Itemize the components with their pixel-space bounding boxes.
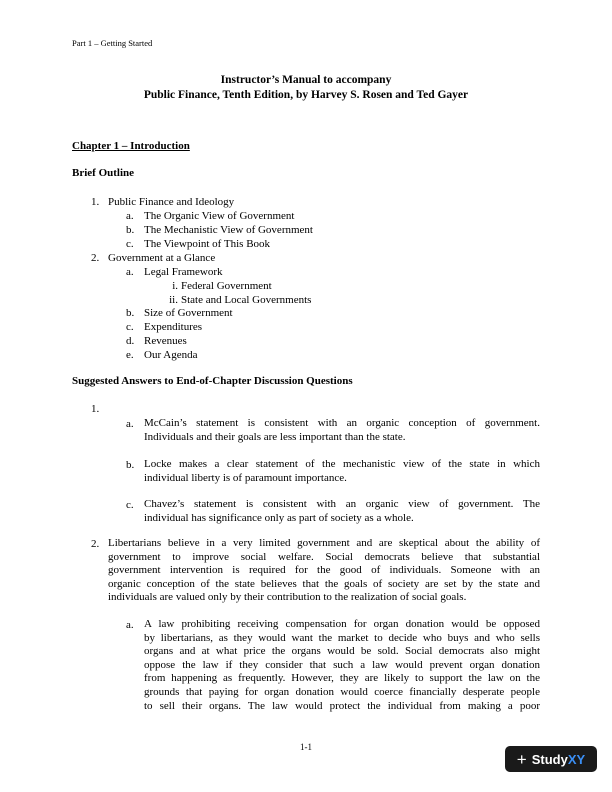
outline-marker: b. bbox=[126, 307, 135, 319]
document-title: Instructor’s Manual to accompany bbox=[220, 74, 392, 86]
answer-paragraph: Locke makes a clear statement of the mechanistic view of the state in which individual liberty is of paramount importance. bbox=[144, 458, 540, 484]
answers-heading: Suggested Answers to End-of-Chapter Discussion Questions bbox=[72, 375, 353, 387]
answer-marker: b. bbox=[126, 459, 135, 471]
outline-marker: c. bbox=[126, 238, 134, 250]
outline-marker: 2. bbox=[91, 252, 100, 264]
page-number: 1-1 bbox=[300, 742, 312, 752]
outline-subitem: Our Agenda bbox=[144, 349, 198, 361]
chapter-heading: Chapter 1 – Introduction bbox=[72, 140, 190, 152]
outline-marker: a. bbox=[126, 266, 134, 278]
answer-paragraph: A law prohibiting receiving compensation for organ donation would be opposed by libertarians, as they would want the market to decide who buys and who sells organs and at what price the organs would be sold. Social democrats also might oppose the law if they consider that such a law would prevent organ donation from happening as frequently. However, they are likely to support the law on the grounds that paying for organ donation would coerce financially desperate people to sell their organs. The law would protect the individual from making a poor bbox=[144, 618, 540, 712]
answer-paragraph: Chavez’s statement is consistent with an organic view of government. The individual has significance only as part of society as a whole. bbox=[144, 498, 540, 524]
studyxy-badge[interactable] bbox=[505, 746, 597, 772]
outline-subitem: The Mechanistic View of Government bbox=[144, 224, 313, 236]
answer-paragraph: McCain’s statement is consistent with an organic conception of government. Individuals and their goals are less important than the state. bbox=[144, 417, 540, 443]
studyxy-logo-text: StudyXY bbox=[531, 751, 586, 767]
outline-marker: a. bbox=[126, 210, 134, 222]
answer-marker: a. bbox=[126, 619, 134, 631]
question-number: 2. bbox=[91, 538, 100, 550]
question-number: 1. bbox=[91, 403, 100, 415]
outline-item: Public Finance and Ideology bbox=[108, 196, 235, 208]
outline-marker: c. bbox=[126, 321, 134, 333]
outline-subitem: Size of Government bbox=[144, 307, 233, 319]
document-subtitle: Public Finance, Tenth Edition, by Harvey S. Rosen and Ted Gayer bbox=[143, 89, 469, 101]
outline-marker: b. bbox=[126, 224, 135, 236]
outline-subitem: Legal Framework bbox=[144, 266, 223, 278]
answer-marker: c. bbox=[126, 499, 134, 511]
outline-subitem: The Organic View of Government bbox=[144, 210, 295, 222]
outline-item: Government at a Glance bbox=[108, 252, 216, 264]
running-header: Part 1 – Getting Started bbox=[72, 38, 153, 48]
answer-marker: a. bbox=[126, 418, 134, 430]
outline-marker: ii. bbox=[169, 294, 178, 306]
outline-subsubitem: State and Local Governments bbox=[181, 294, 312, 306]
outline-marker: d. bbox=[126, 335, 135, 347]
plus-icon: + bbox=[516, 749, 527, 769]
outline-subitem: Expenditures bbox=[144, 321, 203, 333]
outline-subsubitem: Federal Government bbox=[181, 280, 272, 292]
outline-marker: i. bbox=[172, 280, 178, 292]
outline-marker: 1. bbox=[91, 196, 100, 208]
answer-paragraph: Libertarians believe in a very limited government and are skeptical about the ability of government to improve social welfare. Social democrats believe that substantial government intervention is required for the good of individuals. Someone with an organic conception of the state believes that the goals of society are set by the state and individuals are valued only by their contribution to the realization of social goals. bbox=[108, 537, 540, 604]
outline-subitem: The Viewpoint of This Book bbox=[144, 238, 271, 250]
brief-outline-heading: Brief Outline bbox=[72, 167, 135, 179]
outline-marker: e. bbox=[126, 349, 134, 361]
outline-subitem: Revenues bbox=[144, 335, 187, 347]
